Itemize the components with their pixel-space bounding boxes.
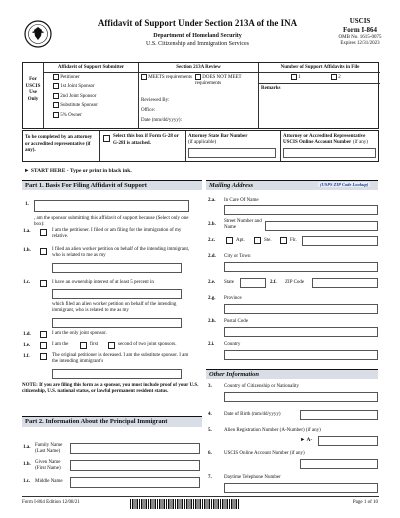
- mailing-address-header: Mailing Address: [206, 180, 378, 190]
- item-7-number: 7.: [208, 475, 212, 480]
- item-1b-number: 1.b.: [23, 248, 31, 253]
- item-1b-checkbox[interactable]: [40, 248, 47, 255]
- checkbox[interactable]: [53, 102, 59, 108]
- footer-edition: Form I-864 Edition 12/08/21: [22, 500, 80, 505]
- given-name-input[interactable]: [70, 460, 200, 471]
- apt-label: Apt.: [236, 238, 245, 243]
- item-6-number: 6.: [208, 451, 212, 456]
- item-1f-relationship-input[interactable]: [52, 369, 182, 379]
- checkbox[interactable]: [331, 74, 337, 80]
- unit-number-input[interactable]: [302, 236, 378, 246]
- apt-checkbox[interactable]: [226, 237, 233, 244]
- uscis-account-label: USCIS Online Account Number (if any): [224, 451, 305, 456]
- a-number-label: Alien Registration Number (A-Number) (if any): [224, 428, 321, 433]
- option-substitute-sponsor[interactable]: Substitute Sponsor: [53, 102, 98, 109]
- item-1c-checkbox[interactable]: [40, 280, 47, 287]
- option-2nd-joint-sponsor[interactable]: 2nd Joint Sponsor: [53, 93, 98, 100]
- footer-page-number: Page 1 of 10: [352, 500, 378, 505]
- item-1c-text: I have an ownership interest of at least 5 percent in: [52, 280, 154, 285]
- item-2f-number: 2.f.: [270, 280, 277, 285]
- postal-code-input[interactable]: [224, 327, 378, 337]
- omb-number: OMB No. 1615-0075: [338, 35, 382, 40]
- affidavit-count-title: Number of Support Affidavits in File: [280, 65, 360, 70]
- does-not-meet-option[interactable]: DOES NOT MEET requirements: [195, 75, 242, 87]
- city-input[interactable]: [224, 262, 378, 272]
- phone-input[interactable]: [224, 483, 378, 493]
- department-name: Department of Homeland Security: [153, 33, 242, 39]
- item-1e-first-checkbox[interactable]: [80, 342, 87, 349]
- part1-header: Part 1. Basis For Filing Affidavit of Support: [22, 180, 202, 190]
- item-1c-relationship-input[interactable]: [52, 318, 182, 328]
- count-option-2[interactable]: 2: [331, 74, 341, 81]
- street-label: Street Number and Name: [224, 219, 262, 230]
- item-1c-number: 1.c.: [23, 280, 31, 285]
- checkbox[interactable]: [53, 83, 59, 89]
- bar-number-sub: (if applicable): [188, 140, 217, 145]
- ste-checkbox[interactable]: [254, 237, 261, 244]
- item-1b-p2-number: 1.b.: [23, 462, 31, 467]
- date-label: Date (mm/dd/yyyy):: [141, 118, 182, 123]
- usps-zip-lookup-link[interactable]: (USPS ZIP Code Lookup): [320, 182, 369, 187]
- item-1e-text: I am the: [52, 342, 69, 347]
- bar-number-input[interactable]: [188, 148, 276, 158]
- g28-checkbox-label: Select this box if Form G-28 or G-28I is attached.: [113, 134, 179, 146]
- option-5-percent-owner[interactable]: 5% Owner: [53, 112, 98, 119]
- reviewed-by-label: Reviewed By:: [141, 98, 170, 103]
- item-2i-number: 2.i.: [208, 342, 215, 347]
- item-1e-second-checkbox[interactable]: [108, 342, 115, 349]
- item-1e-number: 1.e.: [23, 343, 31, 348]
- checkbox[interactable]: [291, 74, 297, 80]
- a-number-input[interactable]: [318, 436, 378, 446]
- state-label: State: [224, 280, 234, 285]
- attorney-row: [22, 130, 379, 162]
- item-1f-text: The original petitioner is deceased. I am the substitute sponsor. I am the intending immigrant's: [52, 353, 189, 364]
- item-1d-checkbox[interactable]: [40, 331, 47, 338]
- g28-checkbox[interactable]: [103, 135, 110, 142]
- agency-code: USCIS: [349, 17, 371, 25]
- in-care-of-input[interactable]: [224, 205, 378, 215]
- item-1e-first-label: first: [90, 342, 99, 347]
- option-1st-joint-sponsor[interactable]: 1st Joint Sponsor: [53, 83, 98, 90]
- item-1f-number: 1.f.: [23, 354, 30, 359]
- item-1c-p2-number: 1.c.: [23, 479, 31, 484]
- item-1f-checkbox[interactable]: [40, 353, 47, 360]
- postal-code-label: Postal Code: [224, 319, 249, 324]
- checkbox[interactable]: [141, 74, 147, 80]
- submitter-title: Affidavit of Support Submitter: [57, 65, 125, 70]
- item-1d-text: I am the only joint sponsor.: [52, 331, 107, 336]
- form-title: Affidavit of Support Under Section 213A of the INA: [97, 18, 298, 28]
- option-petitioner[interactable]: Petitioner: [53, 74, 98, 81]
- flr-label: Flr.: [290, 238, 297, 243]
- item-2h-number: 2.h.: [208, 319, 216, 324]
- zip-input[interactable]: [312, 278, 378, 288]
- meets-option[interactable]: MEETS requirements: [141, 74, 196, 81]
- province-label: Province: [224, 296, 242, 301]
- street-input[interactable]: [265, 221, 378, 231]
- item-1-text: , am the sponsor submitting this affidavit of support because (Select only one box):: [34, 216, 189, 227]
- attorney-instructions: To be completed by an attorney or accredited representative (if any).: [25, 135, 93, 153]
- expiration-date: Expires 12/31/2023: [340, 41, 380, 46]
- item-2e-number: 2.e.: [208, 280, 216, 285]
- uscis-account-input[interactable]: [300, 459, 378, 469]
- online-account-input[interactable]: [283, 148, 376, 158]
- given-name-label: Given Name (First Name): [35, 460, 61, 471]
- item-1a-checkbox[interactable]: [40, 229, 47, 236]
- part2-header: Part 2. Information About the Principal Immigrant: [22, 416, 202, 427]
- province-input[interactable]: [224, 304, 378, 314]
- checkbox[interactable]: [53, 74, 59, 80]
- other-info-header: Other Information: [206, 369, 378, 379]
- submitter-options: [53, 74, 98, 119]
- remarks-label: Remarks: [261, 86, 281, 91]
- count-option-1[interactable]: 1: [291, 74, 301, 81]
- a-number-prefix: ► A-: [300, 437, 313, 443]
- state-select[interactable]: [240, 278, 266, 288]
- online-account-title: Attorney or Accredited Representative USCIS Online Account Number: [283, 134, 366, 145]
- item-1b-text: I filed an alien worker petition on behalf of the intending immigrant, who is related to me as my: [52, 247, 190, 258]
- family-name-input[interactable]: [70, 443, 200, 454]
- item-5-number: 5.: [208, 428, 212, 433]
- dob-input[interactable]: [300, 410, 378, 420]
- item-3-number: 3.: [208, 384, 212, 389]
- citizenship-label: Country of Citizenship or Nationality: [224, 384, 299, 389]
- office-label: Office:: [141, 108, 156, 113]
- citizenship-input[interactable]: [224, 392, 378, 402]
- middle-name-input[interactable]: [70, 477, 200, 488]
- city-label: City or Town: [224, 254, 251, 259]
- bar-number-title: Attorney State Bar Number: [188, 134, 248, 139]
- country-input[interactable]: [224, 350, 378, 360]
- item-1a-text: I am the petitioner. I filed or am filing for the immigration of my relative.: [52, 228, 182, 239]
- zip-label: ZIP Code: [285, 280, 305, 285]
- dhs-seal-icon: [24, 20, 52, 48]
- item-1b-relationship-input[interactable]: [52, 263, 182, 273]
- item-2d-number: 2.d.: [208, 254, 216, 259]
- agency-name: U.S. Citizenship and Immigration Services: [146, 41, 249, 47]
- middle-name-label: Middle Name: [35, 479, 63, 484]
- barcode: [130, 499, 240, 509]
- item-1c-company-input[interactable]: [52, 289, 182, 299]
- item-2b-number: 2.b.: [208, 222, 216, 227]
- family-name-label: Family Name (Last Name): [35, 443, 63, 454]
- review-title: Section 213A Review: [176, 65, 221, 70]
- item-2g-number: 2.g.: [208, 296, 216, 301]
- phone-label: Daytime Telephone Number: [224, 475, 281, 480]
- form-number: Form I-864: [342, 26, 378, 34]
- item-2c-number: 2.c.: [208, 238, 216, 243]
- ste-label: Ste.: [264, 238, 272, 243]
- sponsor-name-input[interactable]: [34, 200, 189, 212]
- item-1a-p2-number: 1.a.: [23, 445, 31, 450]
- item-1c-text-2: which filed an alien worker petition on behalf of the intending immigrant, who is related to me as my: [52, 302, 177, 313]
- item-2a-number: 2.a.: [208, 198, 216, 203]
- dob-label: Date of Birth (mm/dd/yyyy): [224, 412, 281, 417]
- online-account-sub: (if any): [353, 140, 368, 145]
- uscis-use-only-box: [22, 62, 379, 129]
- in-care-of-label: In Care Of Name: [224, 198, 259, 203]
- item-1e-checkbox[interactable]: [40, 342, 47, 349]
- start-here: ► START HERE - Type or print in black ink.: [24, 168, 132, 174]
- item-1d-number: 1.d.: [23, 332, 31, 337]
- part1-note: NOTE: If you are filing this form as a sponsor, you must include proof of your U.S. citizenship, U.S. national status, or lawful permanent resident status.: [22, 383, 199, 395]
- flr-checkbox[interactable]: [280, 237, 287, 244]
- uscis-side-label: For USCIS Use Only: [25, 77, 41, 102]
- checkbox[interactable]: [53, 93, 59, 99]
- item-1e-second-label: second of two joint sponsors.: [118, 342, 177, 347]
- country-label: Country: [224, 342, 241, 347]
- item-1-number: 1.: [25, 202, 29, 207]
- item-1a-number: 1.a.: [23, 229, 31, 234]
- checkbox[interactable]: [53, 112, 59, 118]
- item-4-number: 4.: [208, 412, 212, 417]
- checkbox[interactable]: [195, 74, 201, 80]
